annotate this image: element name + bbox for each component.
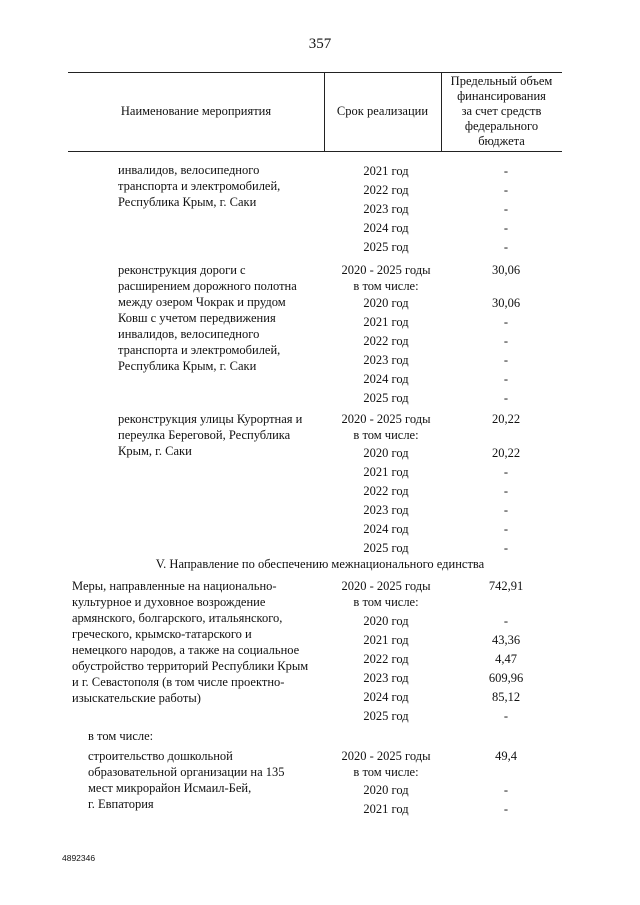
measure-name-line: реконструкция улицы Курортная и [118, 412, 303, 426]
amount-cell: - [503, 783, 509, 797]
total-cell: 49,4 [495, 749, 517, 763]
header-funding-line: финансирования [457, 89, 546, 103]
measure-name-line: греческого, крымско-татарского и [72, 627, 252, 641]
amount-cell: - [503, 183, 509, 197]
amount-cell: 4,47 [495, 652, 517, 666]
year-cell: 2020 год [363, 296, 409, 310]
year-cell: 2023 год [363, 353, 409, 367]
year-cell: 2020 год [363, 614, 409, 628]
year-cell: 2020 год [363, 783, 409, 797]
measure-name-line: между озером Чокрак и прудом [118, 295, 286, 309]
measure-name-line: транспорта и электромобилей, [118, 179, 281, 193]
year-cell: 2021 год [363, 465, 409, 479]
year-cell: 2024 год [363, 221, 409, 235]
amount-cell: - [503, 465, 509, 479]
period-cell: 2020 - 2025 годы [341, 263, 431, 277]
period-sub-cell: в том числе: [353, 595, 419, 609]
header-col-period: Срок реализации [336, 104, 429, 118]
header-funding-line: федерального [464, 119, 539, 133]
year-cell: 2022 год [363, 484, 409, 498]
amount-cell: - [503, 614, 509, 628]
year-cell: 2024 год [363, 690, 409, 704]
year-cell: 2023 год [363, 503, 409, 517]
amount-cell: - [503, 802, 509, 816]
measure-name-line: переулка Береговой, Республика [118, 428, 291, 442]
total-cell: 30,06 [491, 263, 521, 277]
measure-name-line: культурное и духовное возрождение [72, 595, 266, 609]
page-number: 357 [308, 36, 332, 52]
measure-name-line: транспорта и электромобилей, [118, 343, 281, 357]
measure-name-line: строительство дошкольной [88, 749, 233, 763]
year-cell: 2025 год [363, 391, 409, 405]
measure-name-line: Республика Крым, г. Саки [118, 195, 257, 209]
period-cell: 2020 - 2025 годы [341, 749, 431, 763]
year-cell: 2024 год [363, 522, 409, 536]
year-cell: 2021 год [363, 802, 409, 816]
year-cell: 2024 год [363, 372, 409, 386]
amount-cell: - [503, 221, 509, 235]
document-id: 4892346 [62, 853, 96, 863]
period-sub-cell: в том числе: [353, 428, 419, 442]
including-label: в том числе: [88, 729, 154, 743]
year-cell: 2023 год [363, 671, 409, 685]
amount-cell: - [503, 315, 509, 329]
amount-cell: - [503, 709, 509, 723]
amount-cell: 609,96 [488, 671, 524, 685]
amount-cell: - [503, 541, 509, 555]
amount-cell: 85,12 [491, 690, 521, 704]
year-cell: 2021 год [363, 633, 409, 647]
header-funding-line: Предельный объем [450, 74, 553, 88]
year-cell: 2021 год [363, 164, 409, 178]
measure-name-line: образовательной организации на 135 [88, 765, 285, 779]
amount-cell: 30,06 [491, 296, 521, 310]
year-cell: 2025 год [363, 240, 409, 254]
period-sub-cell: в том числе: [353, 765, 419, 779]
measure-name-line: мест микрорайон Исмаил-Бей, [88, 781, 252, 795]
amount-cell: - [503, 503, 509, 517]
amount-cell: - [503, 240, 509, 254]
year-cell: 2020 год [363, 446, 409, 460]
amount-cell: - [503, 353, 509, 367]
measure-name-line: инвалидов, велосипедного [118, 163, 260, 177]
amount-cell: 43,36 [491, 633, 521, 647]
amount-cell: - [503, 334, 509, 348]
measure-name-line: Меры, направленные на национально- [72, 579, 277, 593]
header-col-funding [441, 74, 562, 149]
header-funding-line: за счет средств [461, 104, 542, 118]
measure-name-line: Крым, г. Саки [118, 444, 192, 458]
period-cell: 2020 - 2025 годы [341, 412, 431, 426]
measure-name-line: немецкого народов, а также на социальное [72, 643, 300, 657]
year-cell: 2025 год [363, 541, 409, 555]
amount-cell: - [503, 484, 509, 498]
period-sub-cell: в том числе: [353, 279, 419, 293]
header-funding-line: бюджета [478, 134, 525, 148]
amount-cell: - [503, 202, 509, 216]
amount-cell: - [503, 164, 509, 178]
measure-name-line: обустройство территорий Республики Крым [72, 659, 309, 673]
measure-name-line: инвалидов, велосипедного [118, 327, 260, 341]
measure-name-line: Республика Крым, г. Саки [118, 359, 257, 373]
period-cell: 2020 - 2025 годы [341, 579, 431, 593]
year-cell: 2022 год [363, 652, 409, 666]
year-cell: 2022 год [363, 183, 409, 197]
section-heading: V. Направление по обеспечению межнационального единства [155, 557, 485, 571]
measure-name-line: армянского, болгарского, итальянского, [72, 611, 283, 625]
header-top-rule [68, 72, 562, 73]
header-col-name: Наименование мероприятия [120, 104, 272, 118]
measure-name-line: и г. Севастополя (в том числе проектно- [72, 675, 285, 689]
measure-name-line: изыскательские работы) [72, 691, 201, 705]
amount-cell: - [503, 372, 509, 386]
measure-name-line: Ковш с учетом передвижения [118, 311, 276, 325]
year-cell: 2022 год [363, 334, 409, 348]
total-cell: 742,91 [488, 579, 524, 593]
year-cell: 2025 год [363, 709, 409, 723]
amount-cell: - [503, 391, 509, 405]
measure-name-line: расширением дорожного полотна [118, 279, 297, 293]
year-cell: 2023 год [363, 202, 409, 216]
header-bottom-rule [68, 151, 562, 152]
total-cell: 20,22 [491, 412, 521, 426]
year-cell: 2021 год [363, 315, 409, 329]
amount-cell: - [503, 522, 509, 536]
measure-name-line: реконструкция дороги с [118, 263, 246, 277]
measure-name-line: г. Евпатория [88, 797, 154, 811]
amount-cell: 20,22 [491, 446, 521, 460]
